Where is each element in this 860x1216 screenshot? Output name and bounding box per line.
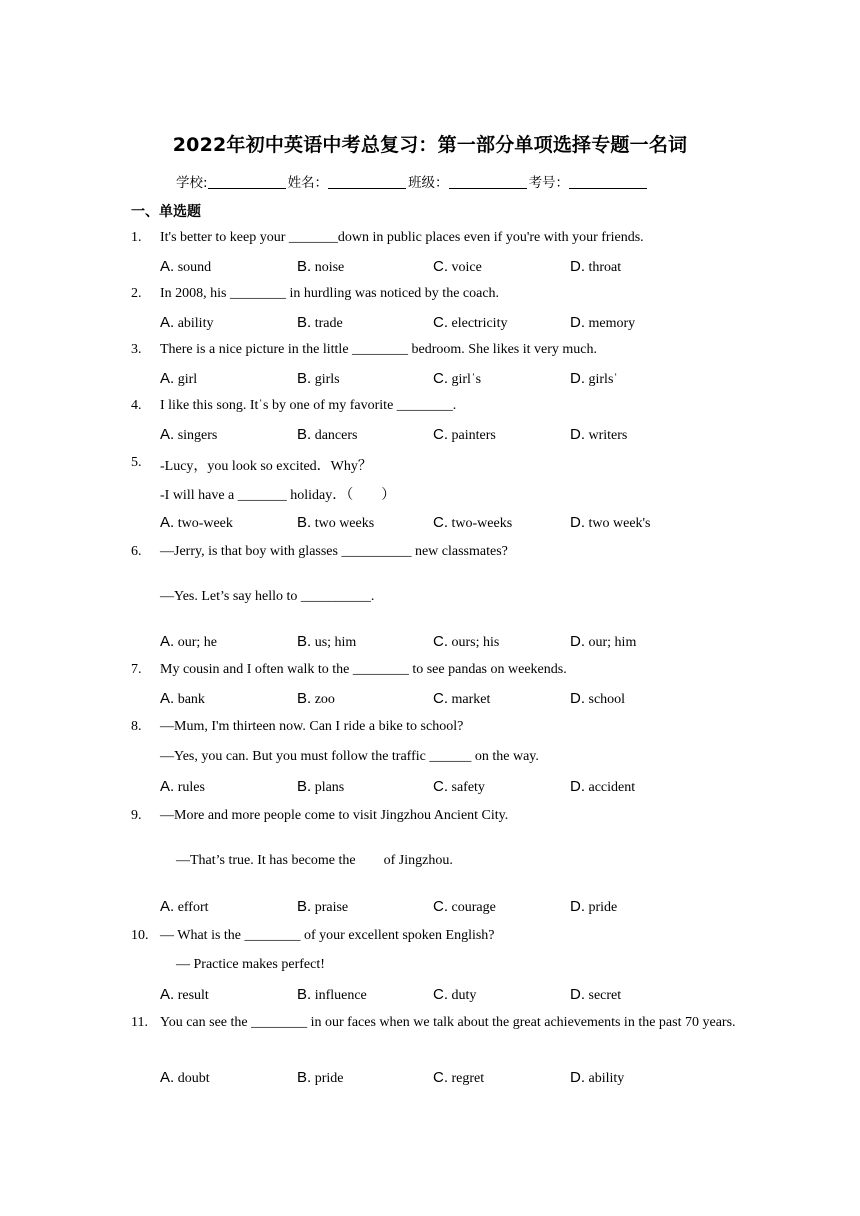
- question-stem: —Yes. Let’s say hello to __________.: [160, 589, 375, 604]
- question-number: 2.: [131, 286, 142, 301]
- question-number: 3.: [131, 342, 142, 357]
- option-c[interactable]: C. girlˈs: [433, 370, 482, 387]
- options-row: [160, 514, 720, 534]
- options-row: [160, 258, 720, 278]
- option-d[interactable]: D. memory: [570, 314, 636, 331]
- question-stem: —Mum, I'm thirteen now. Can I ride a bike to school?: [160, 719, 464, 734]
- school-label: 学校:: [176, 175, 208, 191]
- options-row: [160, 1069, 720, 1089]
- option-c[interactable]: C. safety: [433, 778, 485, 795]
- option-d[interactable]: D. ability: [570, 1069, 625, 1086]
- section-heading: 一、单选题: [131, 204, 201, 220]
- question-number: 1.: [131, 230, 142, 245]
- option-b[interactable]: B. trade: [297, 314, 343, 331]
- option-a[interactable]: A. result: [160, 986, 209, 1003]
- options-row: [160, 426, 720, 446]
- question-number: 5.: [131, 455, 142, 470]
- option-c[interactable]: C. electricity: [433, 314, 508, 331]
- question-number: 9.: [131, 808, 142, 823]
- option-b[interactable]: B. praise: [297, 898, 349, 915]
- option-b[interactable]: B. influence: [297, 986, 367, 1003]
- school-blank[interactable]: [208, 175, 286, 189]
- question-stem: In 2008, his ________ in hurdling was noticed by the coach.: [160, 286, 500, 301]
- option-d[interactable]: D. pride: [570, 898, 618, 915]
- option-b[interactable]: B. noise: [297, 258, 345, 275]
- option-d[interactable]: D. girlsˈ: [570, 370, 619, 387]
- id-label: 考号：: [528, 175, 570, 191]
- option-b[interactable]: B. pride: [297, 1069, 344, 1086]
- question-stem: -Lucy，you look so excited．Why？: [160, 459, 372, 474]
- question-stem: — What is the ________ of your excellent spoken English?: [160, 928, 495, 943]
- option-d[interactable]: D. throat: [570, 258, 622, 275]
- option-a[interactable]: A. sound: [160, 258, 212, 275]
- option-d[interactable]: D. our; him: [570, 633, 637, 650]
- option-c[interactable]: C. duty: [433, 986, 477, 1003]
- name-label: 姓名：: [287, 175, 329, 191]
- question-stem: You can see the ________ in our faces when we talk about the great achievements in the past 70 years.: [160, 1015, 736, 1030]
- option-b[interactable]: B. two weeks: [297, 514, 375, 531]
- option-a[interactable]: A. singers: [160, 426, 218, 443]
- option-b[interactable]: B. plans: [297, 778, 345, 795]
- question-number: 7.: [131, 662, 142, 677]
- option-a[interactable]: A. our; he: [160, 633, 217, 650]
- question-stem: I like this song. Itˈs by one of my favorite ________.: [160, 398, 457, 413]
- class-label: 班级：: [408, 175, 449, 191]
- options-row: [160, 633, 720, 653]
- option-c[interactable]: C. ours; his: [433, 633, 500, 650]
- option-c[interactable]: C. regret: [433, 1069, 485, 1086]
- option-b[interactable]: B. zoo: [297, 690, 335, 707]
- option-a[interactable]: A. effort: [160, 898, 209, 915]
- option-c[interactable]: C. market: [433, 690, 491, 707]
- option-a[interactable]: A. rules: [160, 778, 205, 795]
- id-blank[interactable]: [569, 175, 647, 189]
- question-stem: My cousin and I often walk to the ________ to see pandas on weekends.: [160, 662, 567, 677]
- option-a[interactable]: A. two-week: [160, 514, 233, 531]
- option-d[interactable]: D. accident: [570, 778, 636, 795]
- option-a[interactable]: A. bank: [160, 690, 205, 707]
- question-stem: There is a nice picture in the little ________ bedroom. She likes it very much.: [160, 342, 598, 357]
- options-row: [160, 778, 720, 798]
- question-number: 11.: [131, 1015, 148, 1030]
- option-b[interactable]: B. girls: [297, 370, 340, 387]
- name-blank[interactable]: [328, 175, 406, 189]
- option-b[interactable]: B. us; him: [297, 633, 357, 650]
- question-number: 4.: [131, 398, 142, 413]
- question-stem: It's better to keep your _______down in public places even if you're with your friends.: [160, 230, 644, 245]
- option-d[interactable]: D. writers: [570, 426, 628, 443]
- class-blank[interactable]: [449, 175, 527, 189]
- option-d[interactable]: D. secret: [570, 986, 622, 1003]
- question-number: 6.: [131, 544, 142, 559]
- options-row: [160, 986, 720, 1006]
- question-stem: —More and more people come to visit Jingzhou Ancient City.: [160, 808, 509, 823]
- options-row: [160, 898, 720, 918]
- option-c[interactable]: C. two-weeks: [433, 514, 513, 531]
- option-a[interactable]: A. ability: [160, 314, 214, 331]
- option-c[interactable]: C. painters: [433, 426, 496, 443]
- option-a[interactable]: A. doubt: [160, 1069, 210, 1086]
- question-stem: —Jerry, is that boy with glasses __________ new classmates?: [160, 544, 508, 559]
- option-c[interactable]: C. voice: [433, 258, 482, 275]
- options-row: [160, 314, 720, 334]
- question-stem: —That’s true. It has become the of Jingzhou.: [176, 853, 453, 868]
- option-c[interactable]: C. courage: [433, 898, 496, 915]
- question-number: 8.: [131, 719, 142, 734]
- student-info-line: [176, 171, 649, 191]
- option-a[interactable]: A. girl: [160, 370, 198, 387]
- question-stem: — Practice makes perfect!: [176, 957, 325, 972]
- option-b[interactable]: B. dancers: [297, 426, 358, 443]
- question-stem: -I will have a _______ holiday．（ ）: [160, 488, 396, 503]
- option-d[interactable]: D. school: [570, 690, 626, 707]
- page-title: 2022年初中英语中考总复习：第一部分单项选择专题一名词: [172, 134, 688, 156]
- question-number: 10.: [131, 928, 149, 943]
- options-row: [160, 370, 720, 390]
- options-row: [160, 690, 720, 710]
- question-stem: —Yes, you can. But you must follow the traffic ______ on the way.: [160, 749, 539, 764]
- option-d[interactable]: D. two week's: [570, 514, 651, 531]
